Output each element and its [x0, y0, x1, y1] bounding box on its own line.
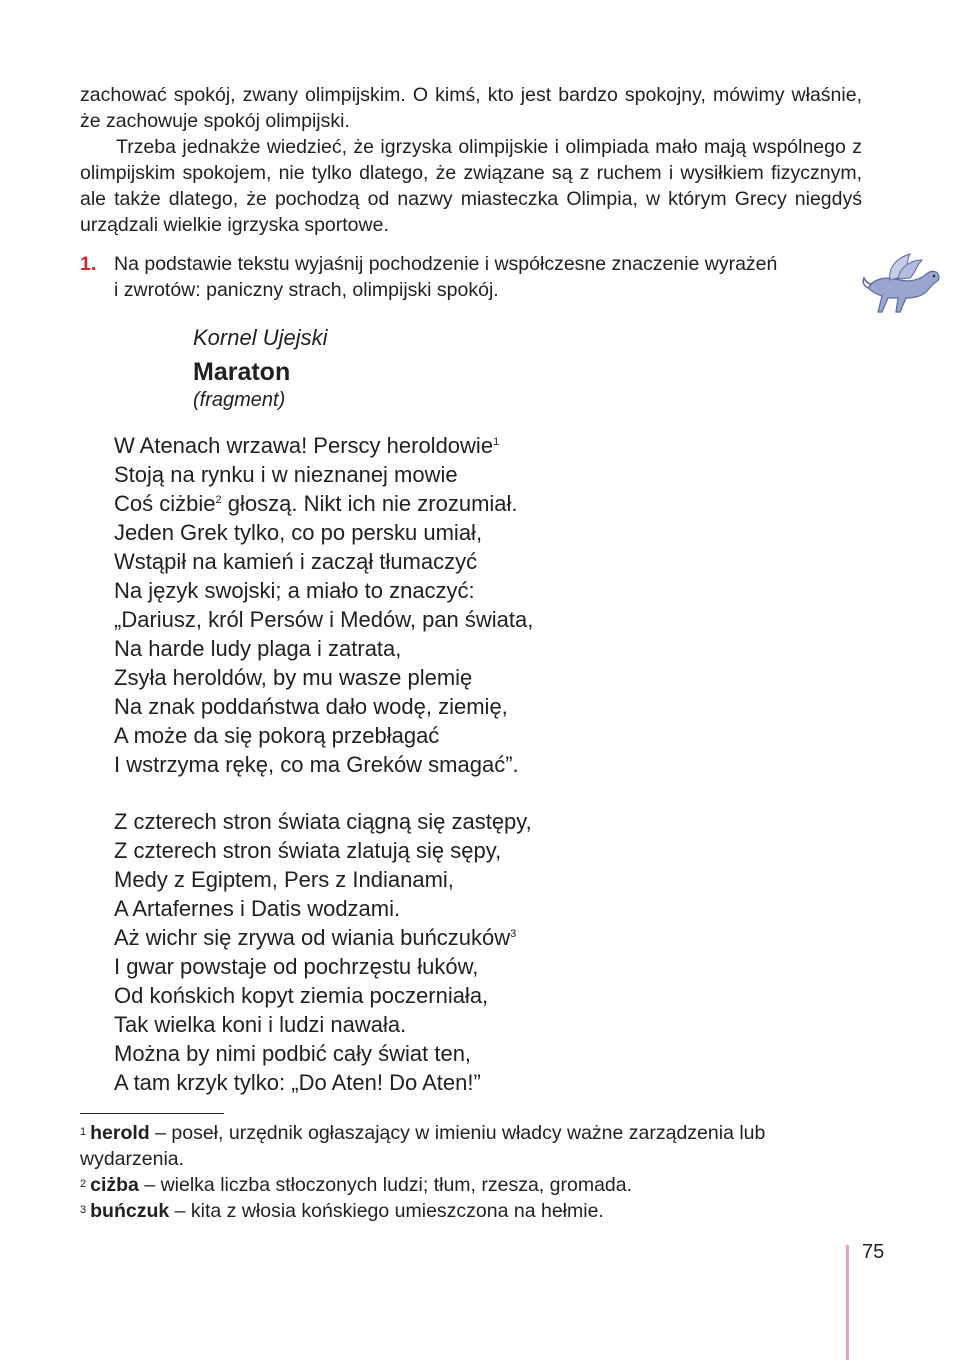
poem-line: Na język swojski; a miało to znaczyć: — [114, 578, 475, 603]
prose-paragraph: Trzeba jednakże wiedzieć, że igrzyska olimpijskie i olimpiada mało mają wspólnego z olimpijskim spokojem, nie tylko dlatego, że związane są z ruchem i wysiłkiem fizycznym, ale także dlatego, że pochodzą od nazwy miasteczka Olimpia, w którym Grecy niegdyś urządzali wielkie igrzyska sportowe. — [80, 136, 862, 236]
poem-author: Kornel Ujejski — [193, 325, 328, 350]
footnote-ref: 1 — [493, 436, 500, 448]
poem-line: Z czterech stron świata zlatują się sępy, — [114, 838, 502, 863]
poem-line: Od końskich kopyt ziemia poczerniała, — [114, 983, 489, 1008]
poem-line: Na znak poddaństwa dało wodę, ziemię, — [114, 694, 508, 719]
footnote-definition: – wielka liczba stłoczonych ludzi; tłum, rzesza, gromada. — [138, 1174, 633, 1196]
footnote-definition: – poseł, urzędnik ogłaszający w imieniu władcy ważne zarządzenia lub wydarzenia. — [80, 1122, 766, 1170]
poem-line: A może da się pokorą przebłagać — [114, 723, 440, 748]
poem-line: Z czterech stron świata ciągną się zastępy, — [114, 809, 532, 834]
poem-line: I wstrzyma rękę, co ma Greków smagać”. — [114, 752, 519, 777]
poem-title: Maraton — [193, 358, 291, 386]
poem-line: W Atenach wrzawa! Perscy heroldowie$^1$ — [114, 433, 500, 458]
poem-line: Aż wichr się zrywa od wiania buńczuków$^3$ — [114, 925, 517, 950]
poem-line: A Artafernes i Datis wodzami. — [114, 896, 401, 921]
poem-line: Coś ciżbie$^2$ głoszą. Nikt ich nie zrozumiał. — [114, 491, 518, 516]
poem-line: Medy z Egiptem, Pers z Indianami, — [114, 867, 454, 892]
exercise-task — [80, 251, 870, 303]
poem-line: Jeden Grek tylko, co po persku umiał, — [114, 520, 483, 545]
poem-stanza-2 — [114, 807, 714, 1097]
poem-line: Na harde ludy plaga i zatrata, — [114, 636, 402, 661]
task-text-line: Na podstawie tekstu wyjaśnij pochodzenie i współczesne znaczenie wyrażeń — [114, 253, 778, 275]
footnote-divider — [80, 1113, 224, 1114]
footnote-term: ciżba — [90, 1174, 139, 1196]
poem-line: Tak wielka koni i ludzi nawała. — [114, 1012, 407, 1037]
poem-line: Wstąpił na kamień i zaczął tłumaczyć — [114, 549, 478, 574]
intro-prose — [80, 82, 862, 238]
task-text-line: i zwrotów: paniczny strach, olimpijski spokój. — [114, 279, 499, 301]
poem-line: I gwar powstaje od pochrzęstu łuków, — [114, 954, 479, 979]
task-number: 1. — [80, 253, 97, 275]
footnote-item: $^2$ ciżba – wielka liczba stłoczonych ludzi; tłum, rzesza, gromada. — [80, 1174, 633, 1196]
poem-line: Zsyła heroldów, by mu wasze plemię — [114, 665, 473, 690]
footnote-definition: – kita z włosia końskiego umieszczona na hełmie. — [169, 1200, 604, 1222]
footnote-item: $^1$ herold – poseł, urzędnik ogłaszający w imieniu władcy ważne zarządzenia lub wydarzenia. — [80, 1122, 766, 1170]
footnote-ref: 2 — [215, 494, 222, 506]
footnote-ref: 3 — [510, 928, 517, 940]
poem-line: Stoją na rynku i w nieznanej mowie — [114, 462, 458, 487]
footnote-term: herold — [90, 1122, 150, 1144]
poem-line: „Dariusz, król Persów i Medów, pan świata, — [114, 607, 534, 632]
poem-subtitle: (fragment) — [193, 389, 286, 411]
poem-line: Można by nimi podbić cały świat ten, — [114, 1041, 472, 1066]
pegasus-icon — [860, 250, 946, 322]
prose-paragraph: zachować spokój, zwany olimpijskim. O kimś, kto jest bardzo spokojny, mówimy właśnie, że zachowuje spokój olimpijski. — [80, 84, 862, 132]
footnotes — [80, 1120, 870, 1224]
footnote-item: $^3$ buńczuk – kita z włosia końskiego umieszczona na hełmie. — [80, 1200, 604, 1222]
poem-line: A tam krzyk tylko: „Do Aten! Do Aten!” — [114, 1070, 481, 1095]
footnote-term: buńczuk — [90, 1200, 170, 1222]
page-number: 75 — [862, 1241, 885, 1263]
page-margin-bar — [846, 1245, 849, 1360]
poem-stanza-1 — [114, 431, 714, 779]
